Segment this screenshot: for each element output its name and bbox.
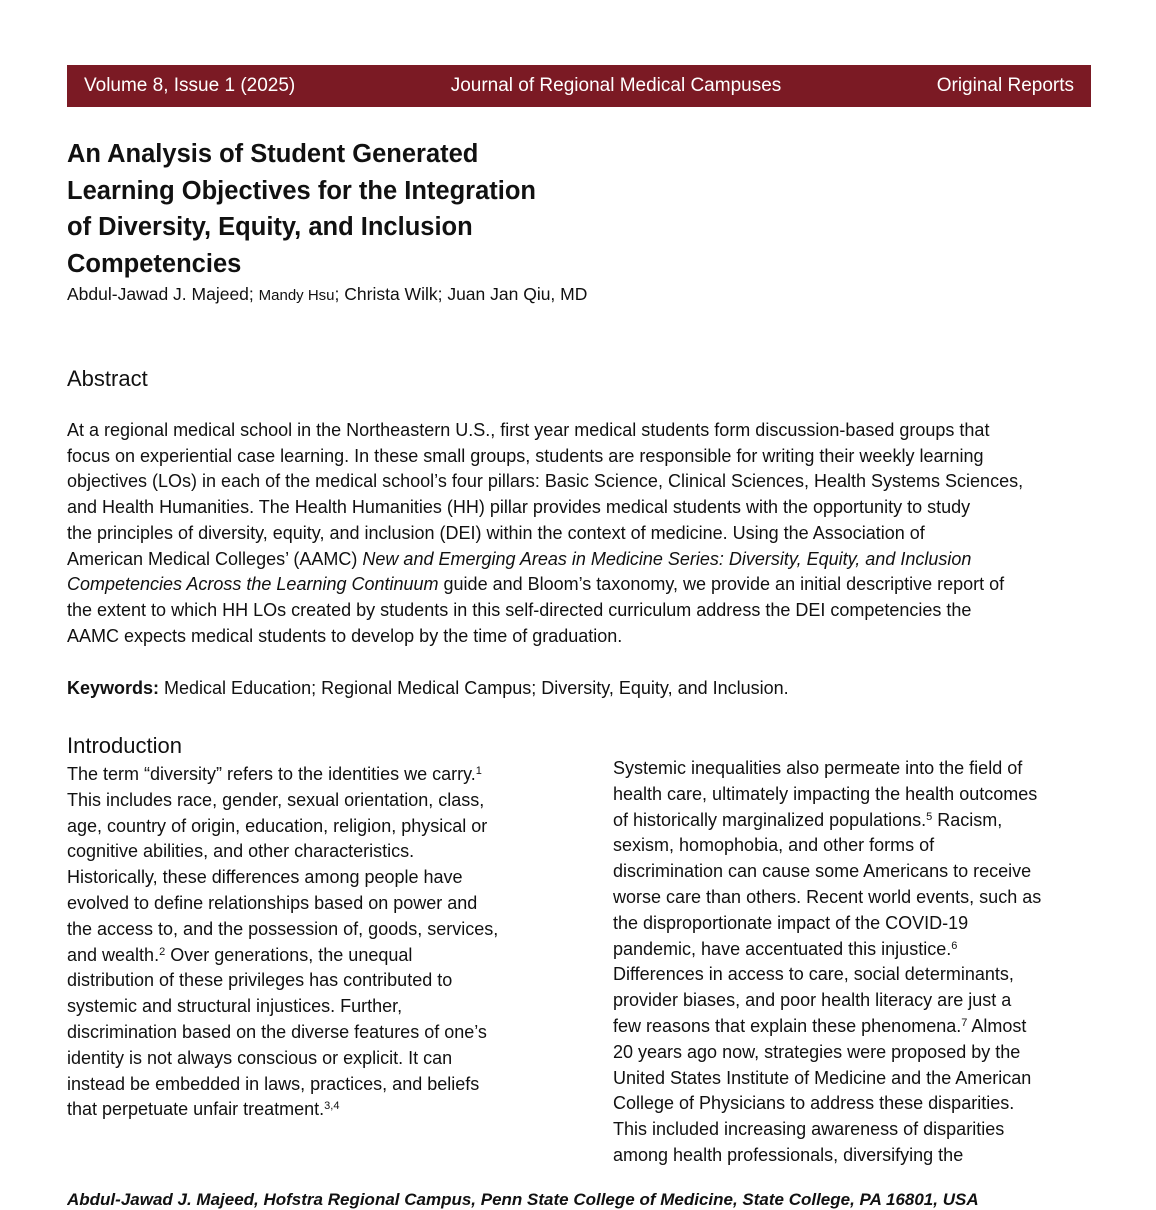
body-line: 20 years ago now, strategies were proposed by the xyxy=(613,1041,1021,1062)
introduction-left-column xyxy=(67,762,547,1123)
keywords-label: Keywords: xyxy=(67,678,160,698)
volume-issue: Volume 8, Issue 1 (2025) xyxy=(84,75,296,96)
guide-title-italic: New and Emerging Areas in Medicine Series: Diversity, Equity, and Inclusion xyxy=(362,548,972,569)
author: Mandy Hsu xyxy=(258,287,335,304)
body-line: systemic and structural injustices. Further, xyxy=(67,996,403,1017)
body-line: evolved to define relationships based on power and xyxy=(67,892,478,913)
keywords-text: Medical Education; Regional Medical Campus; Diversity, Equity, and Inclusion. xyxy=(159,678,789,698)
author: ; Christa Wilk; Juan Jan Qiu, MD xyxy=(334,284,588,304)
body-text: few reasons that explain these phenomena. xyxy=(613,1015,962,1036)
title-line: of Diversity, Equity, and Inclusion xyxy=(67,213,473,241)
body-line: worse care than others. Recent world events, such as xyxy=(613,886,1042,907)
body-line: identity is not always conscious or explicit. It can xyxy=(67,1047,453,1068)
body-line xyxy=(67,762,547,788)
abstract-heading: Abstract xyxy=(67,366,148,391)
abstract-text: guide and Bloom’s taxonomy, we provide an initial descriptive report of xyxy=(438,574,1005,595)
citation-superscript: 1 xyxy=(475,765,482,777)
author-affiliation-footnote: Abdul-Jawad J. Majeed, Hofstra Regional Campus, Penn State College of Medicine, State College, PA 16801, USA xyxy=(67,1190,979,1209)
body-line: instead be embedded in laws, practices, and beliefs xyxy=(67,1073,480,1094)
abstract-line xyxy=(67,572,1095,598)
article-section: Original Reports xyxy=(936,75,1074,96)
body-line: discrimination based on the diverse features of one’s xyxy=(67,1021,487,1042)
abstract-line: AAMC expects medical students to develop by the time of graduation. xyxy=(67,625,623,646)
body-line: among health professionals, diversifying the xyxy=(613,1144,964,1165)
author-list xyxy=(67,282,587,308)
body-line: United States Institute of Medicine and the American xyxy=(613,1067,1032,1088)
abstract-body xyxy=(67,418,1095,649)
body-line xyxy=(613,937,1098,963)
body-line: age, country of origin, education, religion, physical or xyxy=(67,815,488,836)
body-text: that perpetuate unfair treatment. xyxy=(67,1099,325,1120)
title-line: Learning Objectives for the Integration xyxy=(67,176,536,205)
guide-title-italic: Competencies Across the Learning Continuum xyxy=(67,574,439,595)
body-line: College of Physicians to address these disparities. xyxy=(613,1093,1015,1114)
abstract-line: and Health Humanities. The Health Humanities (HH) pillar provides medical students with the opportunity to study xyxy=(67,497,971,518)
body-text: Racism, xyxy=(932,809,1003,830)
keywords xyxy=(67,676,1095,702)
body-line: the access to, and the possession of, goods, services, xyxy=(67,918,499,939)
citation-superscript: 2 xyxy=(159,945,166,958)
journal-header-bar xyxy=(67,65,1091,107)
abstract-line: At a regional medical school in the Northeastern U.S., first year medical students form discussion-based groups that xyxy=(67,420,990,440)
citation-superscript: 3,4 xyxy=(324,1100,340,1113)
introduction-right-column xyxy=(613,756,1098,1169)
body-line: Systemic inequalities also permeate into the field of xyxy=(613,758,1023,778)
abstract-line: the principles of diversity, equity, and inclusion (DEI) within the context of medicine. Using the Association of xyxy=(67,522,925,543)
body-text: pandemic, have accentuated this injustice. xyxy=(613,938,952,959)
article-title xyxy=(67,136,627,282)
body-line xyxy=(613,1014,1098,1040)
body-text: Almost xyxy=(967,1015,1027,1036)
abstract-line: focus on experiential case learning. In these small groups, students are responsible for writing their weekly learning xyxy=(67,445,984,466)
body-text: and wealth. xyxy=(67,944,160,965)
introduction-heading: Introduction xyxy=(67,733,182,758)
body-line: cognitive abilities, and other characteristics. xyxy=(67,841,415,862)
body-line: discrimination can cause some Americans to receive xyxy=(613,861,1032,882)
title-line: An Analysis of Student Generated xyxy=(67,140,479,168)
abstract-line: the extent to which HH LOs created by students in this self-directed curriculum address the DEI competencies the xyxy=(67,599,972,620)
body-line xyxy=(67,1097,547,1123)
body-line: health care, ultimately impacting the health outcomes xyxy=(613,783,1038,804)
abstract-line: objectives (LOs) in each of the medical school’s four pillars: Basic Science, Clinical Sciences, Health Systems Sciences, xyxy=(67,471,1024,492)
journal-name: Journal of Regional Medical Campuses xyxy=(450,75,782,96)
body-line: This included increasing awareness of disparities xyxy=(613,1119,1005,1140)
author: Abdul-Jawad J. Majeed; xyxy=(67,284,254,304)
body-line: Differences in access to care, social determinants, xyxy=(613,964,1014,985)
body-line: distribution of these privileges has contributed to xyxy=(67,970,453,991)
citation-superscript: 5 xyxy=(926,810,933,823)
body-line: This includes race, gender, sexual orientation, class, xyxy=(67,789,485,810)
citation-superscript: 6 xyxy=(951,939,958,952)
citation-superscript: 7 xyxy=(961,1016,968,1029)
body-line: Historically, these differences among people have xyxy=(67,867,463,888)
abstract-line xyxy=(67,547,1095,573)
body-text: The term “diversity” refers to the identities we carry. xyxy=(67,764,476,784)
body-line xyxy=(613,808,1098,834)
body-line: provider biases, and poor health literacy are just a xyxy=(613,990,1012,1011)
title-line: Competencies xyxy=(67,249,242,278)
abstract-text: American Medical Colleges’ (AAMC) xyxy=(67,548,363,569)
body-line xyxy=(67,943,547,969)
body-line: the disproportionate impact of the COVID-19 xyxy=(613,912,969,933)
body-text: Over generations, the unequal xyxy=(165,944,413,965)
body-text: of historically marginalized populations. xyxy=(613,809,927,830)
body-line: sexism, homophobia, and other forms of xyxy=(613,835,935,856)
